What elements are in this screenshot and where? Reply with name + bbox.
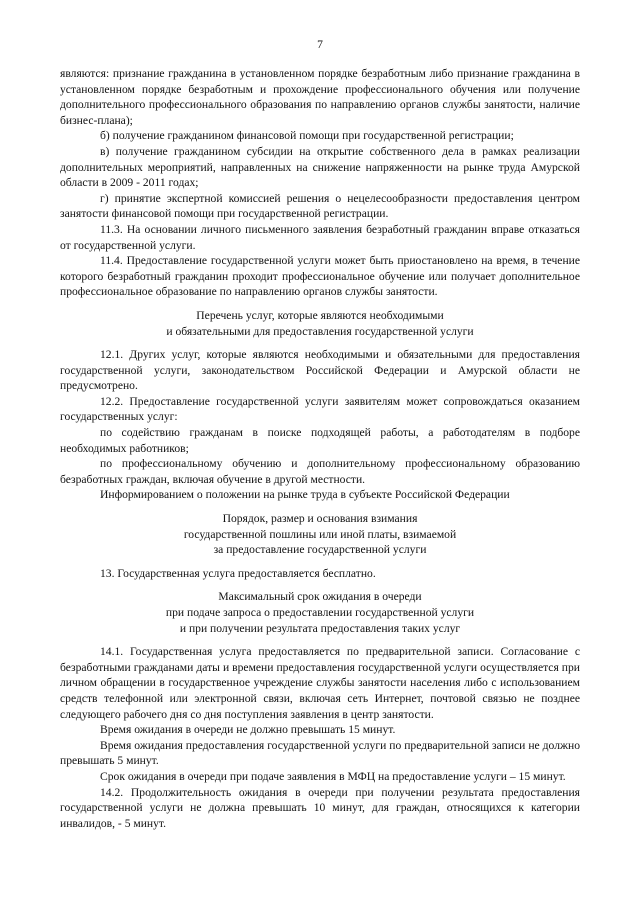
paragraph: 14.2. Продолжительность ожидания в очереди при получении результата предоставления государственной услуги не должна превышать 10 минут, для граждан, относящихся к категории инвалидов, - 5 минут. — [60, 785, 580, 830]
heading-line: Перечень услуг, которые являются необходимыми — [196, 308, 444, 322]
paragraph: по содействию гражданам в поиске подходящей работы, а работодателям в подборе необходимых работников; — [60, 426, 580, 455]
paragraph: 12.2. Предоставление государственной услуги заявителям может сопровождаться оказанием государственных услуг: — [60, 394, 580, 424]
paragraph: Время ожидания предоставления государственной услуги по предварительной записи не должно превышать 5 минут. — [60, 738, 580, 768]
section-heading — [60, 511, 580, 558]
paragraph: б) получение гражданином финансовой помощи при государственной регистрации; — [100, 129, 514, 143]
heading-line: и при получении результата предоставления таких услуг — [179, 621, 461, 635]
paragraph: Срок ожидания в очереди при подаче заявления в МФЦ на предоставление услуги – 15 минут. — [100, 769, 566, 783]
heading-line: за предоставление государственной услуги — [213, 543, 427, 557]
document-body — [60, 66, 580, 831]
paragraph: Время ожидания в очереди не должно превышать 15 минут. — [100, 723, 396, 737]
heading-line: Максимальный срок ожидания в очереди — [218, 590, 422, 604]
paragraph: в) получение гражданином субсидии на открытие собственного дела в рамках реализации дополнительных мероприятий, направленных на снижение напряженности на рынке труда Амурской области в 2009 - 2011 годах; — [60, 144, 580, 190]
paragraph: 12.1. Других услуг, которые являются необходимыми и обязательными для предоставления государственной услуги, законодательством Российской Федерации и Амурской области не предусмотрено. — [60, 348, 580, 393]
heading-line: государственной пошлины или иной платы, взимаемой — [183, 527, 457, 541]
page-number: 7 — [317, 38, 323, 51]
paragraph: 11.4. Предоставление государственной услуги может быть приостановлено на время, в течение которого безработный гражданин проходит профессиональное обучение или получает дополнительное профессиональное образование по направлению органов службы занятости. — [60, 254, 580, 299]
paragraph: Информированием о положении на рынке труда в субъекте Российской Федерации — [100, 488, 510, 502]
paragraph: 11.3. На основании личного письменного заявления безработный гражданин вправе отказаться от государственной услуги. — [60, 222, 580, 252]
section-heading — [60, 589, 580, 636]
paragraph: 13. Государственная услуга предоставляется бесплатно. — [100, 566, 376, 580]
paragraph: являются: признание гражданина в установленном порядке безработным либо признание гражданина в установленном порядке безработным и прохождение профессионального обучения или получение дополнительного профессионального образования по направлению органов службы занятости, наличие бизнес-плана); — [60, 67, 580, 127]
heading-line: и обязательными для предоставления государственной услуги — [166, 324, 474, 338]
section-heading — [60, 308, 580, 339]
paragraph: 14.1. Государственная услуга предоставляется по предварительной записи. Согласование с безработными гражданами даты и времени предоставления государственной услуги осуществляется при личном обращении в государственное учреждение службы занятости населения либо с использованием средств телефонной или электронной связи, включая сеть Интернет, почтовой связью не позднее следующего рабочего дня со дня поступления заявления в центр занятости. — [60, 645, 580, 721]
heading-line: Порядок, размер и основания взимания — [222, 512, 418, 526]
paragraph: по профессиональному обучению и дополнительному профессиональному образованию безработных граждан, включая обучение в другой местности. — [60, 457, 580, 486]
paragraph: г) принятие экспертной комиссией решения о нецелесообразности предоставления центром занятости финансовой помощи при государственной регистрации. — [60, 191, 580, 221]
heading-line: при подаче запроса о предоставлении государственной услуги — [165, 606, 475, 619]
